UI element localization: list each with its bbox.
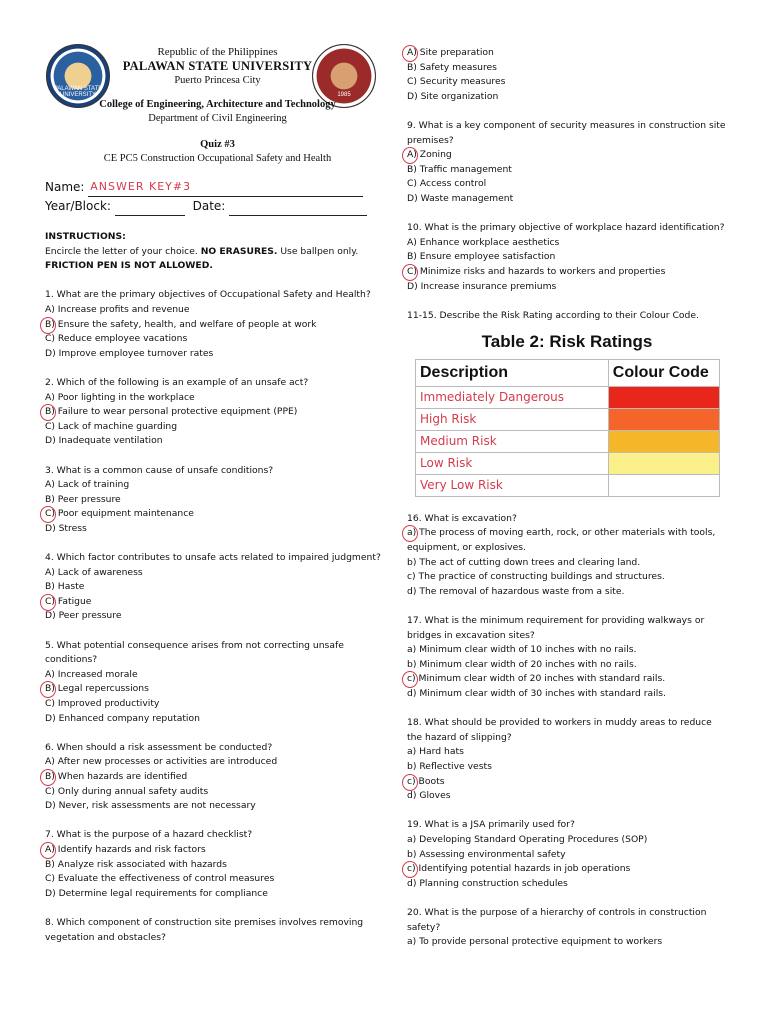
- risk-row: [416, 387, 720, 409]
- left-column: [45, 46, 390, 945]
- risk-colour-swatch: [608, 431, 719, 453]
- question-text: 9. What is a key component of security measures in construction site premises?: [407, 119, 726, 146]
- answer-option[interactable]: B) Traffic management: [407, 163, 512, 175]
- question-text: 20. What is the purpose of a hierarchy of controls in construction safety?: [407, 906, 707, 933]
- instr-no-erasures: NO ERASURES.: [200, 245, 278, 257]
- question-text: 19. What is a JSA primarily used for?: [407, 819, 575, 831]
- question-block: [407, 906, 727, 950]
- answer-option[interactable]: C) Poor equipment maintenance: [45, 507, 390, 522]
- seal-text: PALAWAN STATE UNIVERSITY: [53, 86, 103, 98]
- answer-option[interactable]: c) Boots: [407, 775, 727, 790]
- risk-description: Very Low Risk: [416, 475, 609, 497]
- yearblock-date-field: [45, 197, 390, 216]
- answer-option[interactable]: A) Zoning: [407, 148, 727, 163]
- answer-option[interactable]: B) When hazards are identified: [45, 770, 390, 785]
- instructions-line2: FRICTION PEN IS NOT ALLOWED.: [45, 260, 213, 272]
- question-text: 6. When should a risk assessment be conducted?: [45, 741, 273, 753]
- answer-option[interactable]: D) Increase insurance premiums: [407, 280, 557, 292]
- answer-option[interactable]: B) Haste: [45, 581, 85, 593]
- answer-option[interactable]: A) Poor lighting in the workplace: [45, 391, 195, 403]
- question-block: [45, 639, 390, 727]
- question-text: 18. What should be provided to workers in muddy areas to reduce the hazard of slipping?: [407, 717, 712, 743]
- right-column: [407, 46, 727, 950]
- answer-option[interactable]: b) The act of cutting down trees and clearing land.: [407, 556, 641, 568]
- name-label: Name:: [45, 180, 85, 194]
- answer-option[interactable]: c) The practice of constructing buildings and structures.: [407, 571, 665, 583]
- risk-ratings-table: [415, 359, 720, 497]
- question-block: [45, 828, 390, 901]
- answer-option[interactable]: C) Only during annual safety audits: [45, 785, 209, 797]
- answer-option[interactable]: c) Minimum clear width of 20 inches with standard rails.: [407, 672, 727, 687]
- risk-row: [416, 475, 720, 497]
- name-field[interactable]: [45, 178, 390, 197]
- risk-colour-swatch: [608, 409, 719, 431]
- answer-option[interactable]: b) Reflective vests: [407, 760, 492, 772]
- answer-option[interactable]: D) Improve employee turnover rates: [45, 347, 214, 359]
- answer-circle-mark: [402, 45, 418, 62]
- answer-option[interactable]: D) Enhanced company reputation: [45, 712, 200, 724]
- answer-option[interactable]: d) Gloves: [407, 790, 451, 802]
- risk-description: Medium Risk: [416, 431, 609, 453]
- answer-option[interactable]: B) Ensure employee satisfaction: [407, 251, 556, 263]
- answer-option[interactable]: C) Minimize risks and hazards to workers and properties: [407, 265, 727, 280]
- answer-option[interactable]: D) Never, risk assessments are not necessary: [45, 800, 256, 812]
- name-line[interactable]: [88, 182, 363, 197]
- date-label: Date:: [192, 199, 226, 213]
- answer-circle-mark: [402, 525, 418, 542]
- answer-circle-mark: [402, 861, 418, 878]
- course-title: CE PC5 Construction Occupational Safety and Health: [103, 153, 332, 164]
- student-fields: [45, 178, 390, 216]
- instructions-title: INSTRUCTIONS:: [45, 231, 126, 242]
- answer-circle-mark: [40, 506, 56, 523]
- question-block: [407, 221, 727, 294]
- answer-circle-mark: [40, 317, 56, 334]
- answer-option[interactable]: D) Site organization: [407, 90, 499, 102]
- answer-circle-mark: [40, 404, 56, 421]
- quiz-title-block: [45, 138, 390, 166]
- answer-option[interactable]: d) Planning construction schedules: [407, 877, 568, 889]
- question-text: 5. What potential consequence arises from not correcting unsafe conditions?: [45, 639, 344, 666]
- risk-row: [416, 453, 720, 475]
- answer-option[interactable]: a) The process of moving earth, rock, or other materials with tools, equipment, or explosives.: [407, 526, 727, 555]
- answer-option[interactable]: a) Developing Standard Operating Procedures (SOP): [407, 833, 648, 845]
- question-text: 10. What is the primary objective of workplace hazard identification?: [407, 222, 725, 234]
- question-text: 3. What is a common cause of unsafe conditions?: [45, 464, 274, 476]
- answer-option[interactable]: C) Improved productivity: [45, 698, 160, 709]
- answer-option[interactable]: C) Fatigue: [45, 595, 390, 610]
- answer-circle-mark: [402, 774, 418, 791]
- answer-option[interactable]: D) Stress: [45, 522, 87, 534]
- answer-option[interactable]: A) Increase profits and revenue: [45, 303, 190, 315]
- col-colour-code: Colour Code: [608, 360, 719, 387]
- answer-option[interactable]: C) Reduce employee vacations: [45, 333, 188, 345]
- answer-circle-mark: [402, 671, 418, 688]
- question-text: 16. What is excavation?: [407, 512, 517, 524]
- risk-description: Immediately Dangerous: [416, 387, 609, 409]
- instr-text-a: Encircle the letter of your choice.: [45, 245, 201, 257]
- question-block: [45, 916, 390, 945]
- question-text: 17. What is the minimum requirement for providing walkways or bridges in excavation sites?: [407, 615, 705, 641]
- instructions-line1: [45, 245, 390, 260]
- risk-description: Low Risk: [416, 453, 609, 475]
- risk-table-title: Table 2: Risk Ratings: [481, 332, 653, 352]
- risk-row: [416, 431, 720, 453]
- answer-option[interactable]: C) Lack of machine guarding: [45, 420, 178, 432]
- risk-colour-swatch: [608, 475, 719, 497]
- answer-option[interactable]: A) Increased morale: [45, 668, 138, 680]
- risk-colour-swatch: [608, 387, 719, 409]
- questions-right-2: [407, 512, 727, 950]
- answer-option[interactable]: D) Waste management: [407, 192, 514, 204]
- question-block: [407, 614, 727, 702]
- questions-right: [407, 46, 727, 294]
- question-block: [45, 288, 390, 361]
- answer-option[interactable]: b) Assessing environmental safety: [407, 848, 566, 860]
- question-text: 4. Which factor contributes to unsafe acts related to impaired judgment?: [45, 552, 381, 564]
- answer-option[interactable]: B) Legal repercussions: [45, 682, 390, 697]
- answer-option[interactable]: A) Identify hazards and risk factors: [45, 843, 390, 858]
- answer-circle-mark: [402, 264, 418, 281]
- question-text: 1. What are the primary objectives of Occupational Safety and Health?: [45, 289, 371, 301]
- question-text: 2. Which of the following is an example of an unsafe act?: [45, 376, 309, 388]
- department-name: Department of Civil Engineering: [148, 113, 287, 124]
- answer-option[interactable]: D) Peer pressure: [45, 610, 122, 622]
- answer-circle-mark: [40, 594, 56, 611]
- answer-option[interactable]: A) Lack of awareness: [45, 566, 143, 578]
- risk-row: [416, 409, 720, 431]
- question-block: [45, 464, 390, 537]
- answer-option[interactable]: A) Lack of training: [45, 479, 130, 491]
- answer-option[interactable]: d) Minimum clear width of 30 inches with standard rails.: [407, 688, 666, 699]
- answer-option[interactable]: B) Safety measures: [407, 61, 497, 73]
- university-name: PALAWAN STATE UNIVERSITY: [122, 59, 313, 73]
- col-description: Description: [416, 360, 609, 387]
- question-block: [407, 512, 727, 600]
- answer-circle-mark: [40, 681, 56, 698]
- answer-option[interactable]: B) Analyze risk associated with hazards: [45, 858, 227, 870]
- answer-option[interactable]: A) After new processes or activities are introduced: [45, 756, 278, 768]
- answer-option[interactable]: a) Hard hats: [407, 746, 464, 758]
- college-block: [45, 97, 390, 126]
- question-block: [407, 818, 727, 891]
- name-value: ANSWER KEY#3: [90, 180, 192, 193]
- seal-year: 1985: [337, 92, 351, 98]
- republic-line: Republic of the Philippines: [157, 46, 278, 58]
- question-text: 7. What is the purpose of a hazard checklist?: [45, 829, 253, 841]
- risk-table-header: [416, 360, 720, 387]
- answer-option[interactable]: B) Failure to wear personal protective equipment (PPE): [45, 405, 390, 420]
- answer-option[interactable]: D) Determine legal requirements for compliance: [45, 887, 268, 899]
- answer-option[interactable]: A) Enhance workplace aesthetics: [407, 236, 560, 248]
- answer-option[interactable]: C) Access control: [407, 178, 487, 190]
- question-block: [407, 46, 727, 104]
- answer-option[interactable]: b) Minimum clear width of 20 inches with no rails.: [407, 658, 637, 670]
- instr-text-c: Use ballpen only.: [277, 245, 359, 257]
- question-block: [45, 551, 390, 624]
- question-block: [45, 376, 390, 449]
- answer-option[interactable]: D) Inadequate ventilation: [45, 435, 163, 447]
- answer-option[interactable]: A) Site preparation: [407, 46, 727, 61]
- answer-option[interactable]: a) Minimum clear width of 10 inches with no rails.: [407, 644, 637, 656]
- question-text: 8. Which component of construction site premises involves removing vegetation and obstacles?: [45, 916, 364, 943]
- answer-option[interactable]: c) Identifying potential hazards in job operations: [407, 862, 727, 877]
- answer-option[interactable]: d) The removal of hazardous waste from a site.: [407, 585, 625, 597]
- yearblock-label: Year/Block:: [45, 199, 111, 213]
- question-block: [45, 741, 390, 814]
- yearblock-line[interactable]: [115, 201, 185, 216]
- letterhead: [45, 46, 390, 87]
- question-block: [407, 716, 727, 804]
- city-line: Puerto Princesa City: [174, 75, 261, 86]
- risk-intro: 11-15. Describe the Risk Rating according to their Colour Code.: [407, 309, 699, 321]
- answer-option[interactable]: C) Security measures: [407, 76, 506, 88]
- answer-option[interactable]: B) Peer pressure: [45, 493, 121, 505]
- date-line[interactable]: [229, 201, 367, 216]
- questions-left: [45, 288, 390, 945]
- risk-colour-swatch: [608, 453, 719, 475]
- risk-description: High Risk: [416, 409, 609, 431]
- answer-circle-mark: [402, 147, 418, 164]
- answer-option[interactable]: B) Ensure the safety, health, and welfare of people at work: [45, 318, 390, 333]
- quiz-number: Quiz #3: [200, 139, 235, 150]
- question-block: [407, 119, 727, 207]
- answer-option[interactable]: a) To provide personal protective equipment to workers: [407, 936, 663, 948]
- college-name: College of Engineering, Architecture and Technology: [99, 99, 336, 110]
- answer-option[interactable]: C) Evaluate the effectiveness of control measures: [45, 873, 275, 885]
- answer-circle-mark: [40, 842, 56, 859]
- instructions: [45, 230, 390, 274]
- answer-circle-mark: [40, 769, 56, 786]
